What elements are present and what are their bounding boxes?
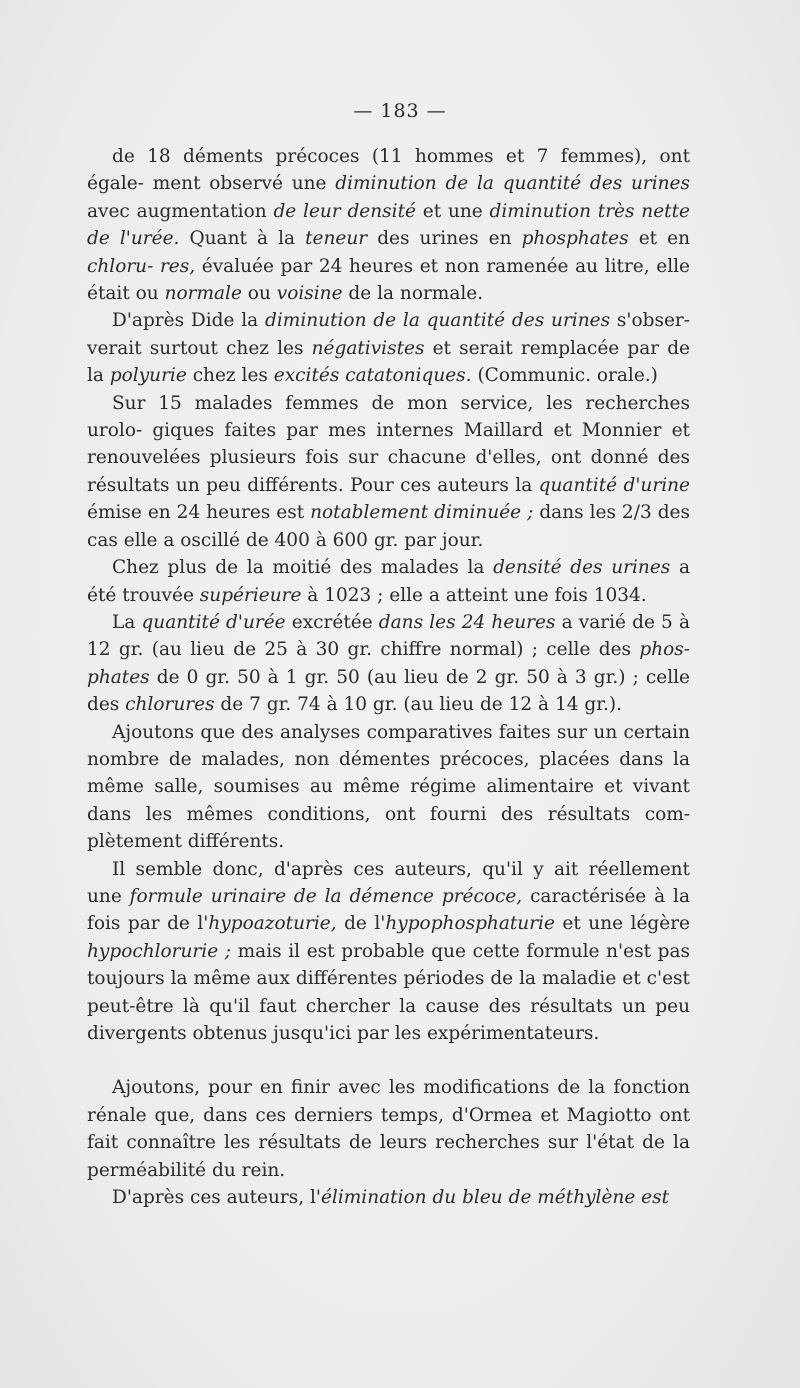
text-run: Sur 15 malades femmes de mon service, les recherches urolo- giques faites par mes internes Maillard et Monnier et renouvelées plusieurs fois sur chacune d'elles, ont donné des résultats un peu différents. Pour ces auteurs la	[87, 392, 690, 496]
italic-run: chloru- res,	[87, 255, 196, 277]
text-run: de 0 gr. 50 à 1 gr. 50 (au lieu de 2 gr. 50 à 3 gr.) ; celle des	[87, 666, 690, 716]
paragraph	[87, 1074, 690, 1184]
paragraph	[87, 307, 690, 389]
paragraph	[87, 390, 690, 554]
italic-run: hypoazoturie,	[208, 913, 337, 935]
text-run: ou	[241, 283, 277, 305]
text-run: a été trouvée	[87, 557, 690, 606]
italic-run: voisine	[276, 283, 343, 305]
italic-run: phosphates	[521, 228, 629, 250]
italic-run: hypochlorurie ;	[87, 940, 232, 962]
text-run: de 18 déments précoces (11 hommes et 7 femmes), ont égale- ment observé une	[87, 146, 690, 195]
paragraph	[87, 719, 690, 856]
italic-run: chlorures	[125, 694, 215, 716]
text-run: à 1023 ; elle a atteint une fois 1034.	[301, 584, 647, 606]
paragraph	[87, 856, 690, 1048]
text-run: chez les	[186, 365, 274, 387]
italic-run: teneur	[305, 228, 368, 250]
italic-run: polyurie	[109, 365, 187, 387]
text-run: de la normale.	[342, 283, 484, 305]
text-run: La	[112, 611, 142, 633]
text-run: et en	[628, 228, 690, 250]
text-run: mais il est probable que cette formule n'est pas toujours la même aux différentes périodes de la maladie et c'est peut-être là qu'il faut chercher la cause des résultats un peu divergents obtenus jusqu'ici par les expérimentateurs.	[87, 940, 690, 1044]
text-run: caractérisée à la fois par de l'	[87, 885, 690, 935]
body-text	[87, 143, 690, 1211]
text-run: émise en 24 heures est	[87, 502, 311, 524]
italic-run: dans les 24 heures	[378, 611, 556, 633]
text-run: des urines en	[367, 228, 522, 250]
text-run: Ajoutons, pour en finir avec les modifications de la fonction rénale que, dans ces derniers temps, d'Ormea et Magiotto ont fait connaître les résultats de leurs recherches sur l'état de la perméabilité du rein.	[87, 1077, 690, 1181]
italic-run: notablement diminuée ;	[310, 502, 534, 524]
italic-run: de leur densité	[273, 200, 416, 222]
text-run: de 7 gr. 74 à 10 gr. (au lieu de 12 à 14 gr.).	[214, 694, 623, 716]
italic-run: phos- phates	[87, 639, 690, 688]
italic-run: quantité d'urine	[538, 474, 690, 496]
text-run: de l'	[336, 913, 386, 935]
page-number: — 183 —	[353, 100, 447, 122]
italic-run: diminution de la quantité des urines	[265, 310, 611, 332]
text-run: (Communic. orale.)	[471, 365, 658, 387]
italic-run: diminution très nette de l'urée.	[87, 200, 690, 250]
text-run: et serait remplacée par de la	[87, 337, 690, 387]
text-run: Il semble donc, d'après ces auteurs, qu'il y ait réellement une	[87, 858, 690, 907]
text-run: Chez plus de la moitié des malades la	[112, 557, 494, 579]
text-run: Quant à la	[179, 228, 306, 250]
text-run: D'après Dide la	[112, 310, 266, 332]
italic-run: supérieure	[199, 584, 302, 606]
paragraph	[87, 1184, 690, 1211]
paragraph	[87, 609, 690, 719]
italic-run: densité des urines	[493, 557, 671, 579]
italic-run: formule urinaire de la démence précoce,	[129, 885, 523, 907]
text-run: a varié de 5 à 12 gr. (au lieu de 25 à 30 gr. chiffre normal) ; celle des	[87, 611, 690, 661]
text-run: Ajoutons que des analyses comparatives faites sur un certain nombre de malades, non démentes précoces, placées dans la même salle, soumises au même régime alimentaire et vivant dans les mêmes conditions, ont fourni des résultats com- plètement différents.	[87, 721, 690, 853]
text-run: excrétée	[285, 611, 379, 633]
text-run: dans les 2/3 des cas elle a oscillé de 400 à 600 gr. par jour.	[87, 502, 690, 551]
italic-run: négativistes	[311, 337, 425, 359]
text-run: évaluée par 24 heures et non ramenée au litre, elle était ou	[87, 255, 690, 305]
text-run: et une légère	[554, 913, 691, 935]
italic-run: quantité d'urée	[141, 611, 286, 633]
paragraph	[87, 554, 690, 609]
text-run: s'obser- verait surtout chez les	[87, 310, 690, 359]
italic-run: diminution de la quantité des urines	[335, 173, 690, 195]
italic-run: élimination du bleu de méthylène est	[320, 1187, 670, 1209]
italic-run: excités catatoniques.	[273, 365, 472, 387]
text-run: avec augmentation	[87, 200, 274, 222]
italic-run: hypophosphaturie	[385, 913, 555, 935]
text-run: D'après ces auteurs, l'	[112, 1187, 321, 1209]
text-run: et une	[415, 200, 490, 222]
italic-run: normale	[164, 283, 242, 305]
paragraph	[87, 143, 690, 307]
